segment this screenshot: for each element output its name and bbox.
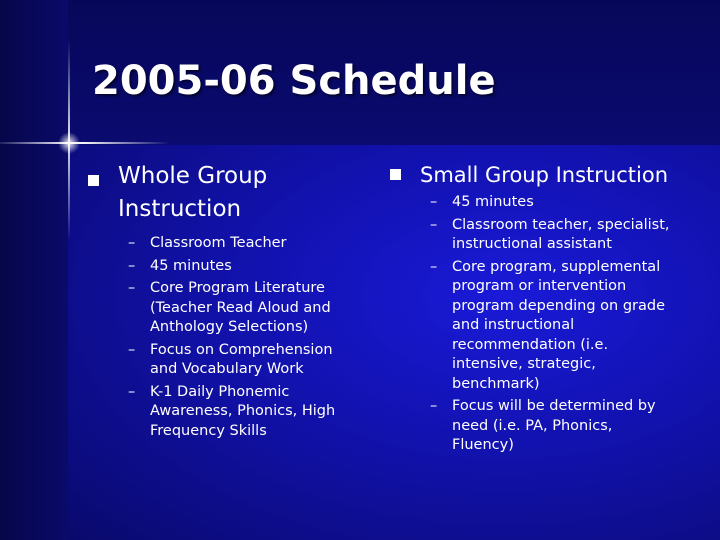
list-item: – Focus will be determined by need (i.e. PA, Phonics, Fluency): [430, 398, 656, 453]
list-item: – 45 minutes: [420, 193, 670, 213]
list-item: – Core Program Literature (Teacher Read Aloud and Anthology Selections): [128, 280, 331, 335]
right-sub-list: [420, 193, 670, 456]
dash-icon: –: [128, 280, 136, 296]
square-bullet-icon: [88, 175, 99, 186]
list-item: – K-1 Daily Phonemic Awareness, Phonics, High Frequency Skills: [128, 383, 336, 439]
dash-icon: –: [430, 194, 438, 210]
left-band: [0, 0, 68, 540]
right-column: [390, 160, 690, 459]
list-item: – Classroom teacher, specialist, instructional assistant: [430, 216, 670, 252]
dash-icon: –: [128, 235, 136, 251]
star-flare-horizontal: [0, 142, 170, 144]
dash-icon: –: [430, 216, 438, 233]
dash-icon: –: [128, 341, 136, 358]
left-bullet: [88, 160, 373, 226]
star-flare-icon: [58, 132, 80, 154]
list-item: – Core program, supplemental program or intervention program depending on grade and instructional recommendation (i.e. intensive, strategic, benchmark): [430, 258, 666, 392]
right-bullet: [390, 160, 690, 190]
dash-icon: –: [430, 398, 438, 414]
slide-title: 2005-06 Schedule: [92, 58, 496, 104]
left-sub-list: [118, 234, 358, 441]
square-bullet-icon: [390, 169, 401, 180]
left-heading: Whole Group Instruction: [118, 163, 268, 222]
list-item: – 45 minutes: [118, 257, 358, 277]
dash-icon: –: [128, 257, 136, 274]
list-item: – Classroom Teacher: [118, 234, 358, 254]
dash-icon: –: [430, 258, 438, 275]
left-column: [88, 160, 373, 444]
dash-icon: –: [128, 383, 136, 400]
right-heading: Small Group Instruction: [420, 163, 669, 187]
list-item: – Focus on Comprehension and Vocabulary Work: [128, 341, 333, 377]
